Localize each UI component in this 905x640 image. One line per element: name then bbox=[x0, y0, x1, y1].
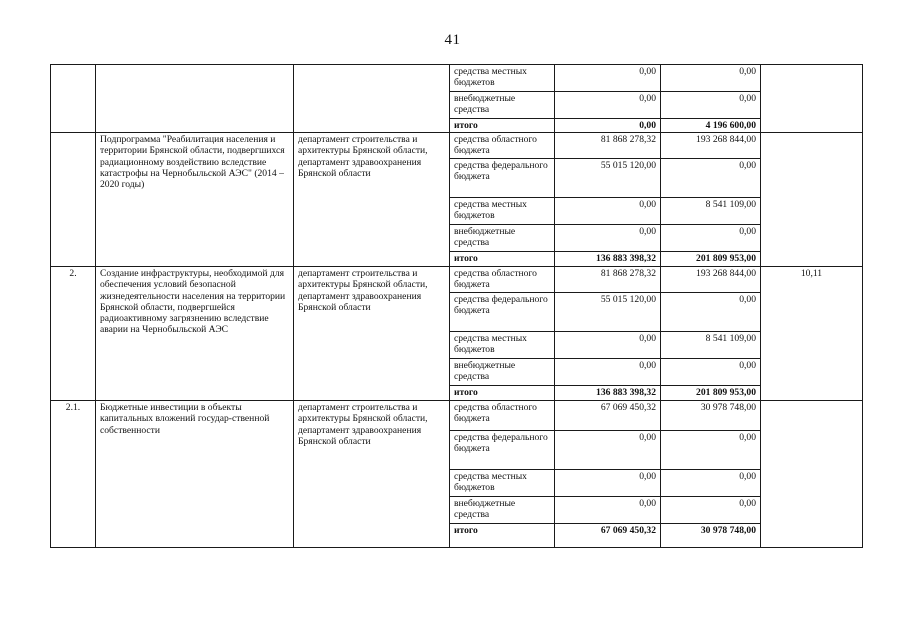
responsible-department bbox=[294, 65, 450, 133]
amount-year-2: 0,00 bbox=[661, 159, 761, 198]
amount-year-2: 0,00 bbox=[661, 470, 761, 497]
amount-year-2: 0,00 bbox=[661, 497, 761, 524]
amount-year-2: 0,00 bbox=[661, 65, 761, 92]
indicator-reference bbox=[761, 65, 863, 133]
amount-year-1: 81 868 278,32 bbox=[555, 267, 661, 293]
amount-year-1: 0,00 bbox=[555, 497, 661, 524]
funding-source: итого bbox=[450, 386, 555, 401]
amount-year-2: 4 196 600,00 bbox=[661, 119, 761, 133]
amount-year-1: 0,00 bbox=[555, 65, 661, 92]
amount-year-1: 0,00 bbox=[555, 332, 661, 359]
indicator-reference bbox=[761, 133, 863, 267]
responsible-department: департамент строительства и архитектуры Брянской области, департамент здравоохранения Брянской области bbox=[294, 133, 450, 267]
funding-source: средства местных бюджетов bbox=[450, 198, 555, 225]
responsible-department: департамент строительства и архитектуры Брянской области, департамент здравоохранения Брянской области bbox=[294, 401, 450, 548]
indicator-reference bbox=[761, 401, 863, 548]
amount-year-2: 193 268 844,00 bbox=[661, 133, 761, 159]
item-number: 2. bbox=[51, 267, 96, 401]
amount-year-2: 8 541 109,00 bbox=[661, 198, 761, 225]
amount-year-1: 0,00 bbox=[555, 431, 661, 470]
amount-year-1: 81 868 278,32 bbox=[555, 133, 661, 159]
item-description: Подпрограмма "Реабилитация населения и территории Брянской области, подвергшихся радиационному воздействию вследствие катастрофы на Чернобыльской АЭС" (2014 – 2020 годы) bbox=[96, 133, 294, 267]
amount-year-2: 8 541 109,00 bbox=[661, 332, 761, 359]
funding-source: внебюджетные средства bbox=[450, 225, 555, 252]
amount-year-2: 0,00 bbox=[661, 293, 761, 332]
amount-year-1: 55 015 120,00 bbox=[555, 159, 661, 198]
amount-year-2: 201 809 953,00 bbox=[661, 386, 761, 401]
amount-year-1: 136 883 398,32 bbox=[555, 386, 661, 401]
amount-year-1: 0,00 bbox=[555, 198, 661, 225]
item-description: Бюджетные инвестиции в объекты капитальных вложений государ-ственной собственности bbox=[96, 401, 294, 548]
amount-year-1: 0,00 bbox=[555, 92, 661, 119]
table-row bbox=[51, 65, 863, 92]
amount-year-2: 193 268 844,00 bbox=[661, 267, 761, 293]
funding-source: средства федерального бюджета bbox=[450, 159, 555, 198]
funding-source: средства областного бюджета bbox=[450, 267, 555, 293]
item-number bbox=[51, 65, 96, 133]
page-number: 41 bbox=[444, 32, 461, 48]
funding-source: средства местных бюджетов bbox=[450, 470, 555, 497]
item-description bbox=[96, 65, 294, 133]
responsible-department: департамент строительства и архитектуры Брянской области, департамент здравоохранения Брянской области bbox=[294, 267, 450, 401]
indicator-reference: 10,11 bbox=[761, 267, 863, 401]
amount-year-2: 0,00 bbox=[661, 92, 761, 119]
table-body bbox=[51, 65, 863, 548]
funding-source: средства областного бюджета bbox=[450, 133, 555, 159]
amount-year-1: 67 069 450,32 bbox=[555, 524, 661, 548]
funding-source: итого bbox=[450, 524, 555, 548]
amount-year-2: 30 978 748,00 bbox=[661, 401, 761, 431]
funding-source: средства местных бюджетов bbox=[450, 65, 555, 92]
funding-source: средства федерального бюджета bbox=[450, 293, 555, 332]
funding-source: средства федерального бюджета bbox=[450, 431, 555, 470]
amount-year-2: 0,00 bbox=[661, 225, 761, 252]
funding-source: внебюджетные средства bbox=[450, 359, 555, 386]
item-number bbox=[51, 133, 96, 267]
amount-year-2: 201 809 953,00 bbox=[661, 252, 761, 267]
amount-year-2: 0,00 bbox=[661, 359, 761, 386]
funding-source: итого bbox=[450, 252, 555, 267]
funding-source: средства областного бюджета bbox=[450, 401, 555, 431]
funding-source: итого bbox=[450, 119, 555, 133]
item-number: 2.1. bbox=[51, 401, 96, 548]
table-row bbox=[51, 267, 863, 293]
amount-year-1: 0,00 bbox=[555, 119, 661, 133]
item-description: Создание инфраструктуры, необходимой для обеспечения условий безопасной жизнедеятельности населения на территории Брянской области, подвергшейся радиоактивному загрязнению вследствие аварии на Чернобыльской АЭС bbox=[96, 267, 294, 401]
amount-year-1: 0,00 bbox=[555, 359, 661, 386]
table-row bbox=[51, 401, 863, 431]
funding-source: внебюджетные средства bbox=[450, 497, 555, 524]
amount-year-2: 30 978 748,00 bbox=[661, 524, 761, 548]
funding-source: средства местных бюджетов bbox=[450, 332, 555, 359]
amount-year-1: 55 015 120,00 bbox=[555, 293, 661, 332]
table-row bbox=[51, 133, 863, 159]
amount-year-1: 67 069 450,32 bbox=[555, 401, 661, 431]
amount-year-1: 0,00 bbox=[555, 470, 661, 497]
amount-year-1: 136 883 398,32 bbox=[555, 252, 661, 267]
amount-year-1: 0,00 bbox=[555, 225, 661, 252]
budget-table bbox=[50, 64, 863, 548]
funding-source: внебюджетные средства bbox=[450, 92, 555, 119]
amount-year-2: 0,00 bbox=[661, 431, 761, 470]
